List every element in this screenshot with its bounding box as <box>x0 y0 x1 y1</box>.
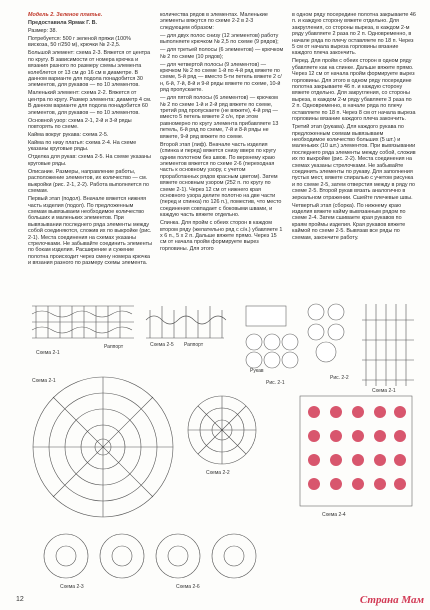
figure-2-2-label: Рис. 2-2 <box>330 375 349 381</box>
sleeve-border-paragraph: Кайма вокруг рукава: схема 2-5. <box>28 132 109 139</box>
text-paragraph: — для третьей полосы (6 элементов) — крючком № 2 по схеме (10 рядов); <box>160 47 284 60</box>
scheme-2-1-right-label: Схема 2-1 <box>372 388 396 394</box>
sleeve-trim-paragraph: Отделка для рукав: схема 2-5. На схеме указаны круговые ряды. <box>28 154 151 167</box>
sleeve-label: Рукав <box>250 368 264 374</box>
stage1-paragraph: Первый этап (подол). Вначале вяжется нижняя часть изделия (подол). По предложенным схемам вывязываем необходимое количество больших и маленьких элементов. При вывязывании последнего ряда элементы между собой соединяются, сложив их по выкройке (рис. 2-1). Места соединения на схемах указаны стрелочками. Не забывайте соединить элементы по бокам изделия. Расширение и сужение полотна происходит через смену номера крючка и вязания разного по размеру схемы элемента. <box>28 196 152 267</box>
description-paragraph: Описание. Размеры, направление работы, расположение элементов, их количество — см. выкройки (рис. 2-1, 2-2). Работа выполняется по схемам. <box>28 168 149 195</box>
text-paragraph: количества рядов в элементах. Маленькие элементы вяжутся по схеме 2-2 в 2-3 следующем образом: <box>160 12 268 31</box>
scheme-2-2-label: Схема 2-2 <box>206 470 230 476</box>
text-columns <box>28 12 416 340</box>
figure-2-1-label: Рис. 2-1 <box>266 380 285 386</box>
figure-2-2-sleeve-layout <box>300 300 360 370</box>
author-line: Предоставила Ярмак Г. В. <box>28 20 97 26</box>
text-column-2 <box>160 12 284 340</box>
scheme-2-1-right-diagram <box>360 300 420 390</box>
scheme-2-2-small-motif <box>184 392 260 468</box>
page-number: 12 <box>16 596 24 603</box>
large-element-paragraph: Большой элемент: схема 2-3. Вяжется от центра по кругу. В зависимости от номера крючка и вязания разного по размеру схемы элемента колеблется от 13 см до 16 см в диаметре. В данном варианте для подола понадобится 30 элементов, для рукавов — по 10 элементов. <box>28 50 151 89</box>
scheme-2-4-diagram <box>296 392 416 510</box>
scheme-2-3-label: Схема 2-3 <box>60 584 84 590</box>
size-paragraph: Размер: 38. <box>28 28 58 34</box>
scheme-2-6-diagram <box>36 528 266 584</box>
scheme-2-6-label: Схема 2-6 <box>176 584 200 590</box>
materials-paragraph: Потребуется: 500 г зеленой пряжи (100% вискоза, 50 г/250 м), крючки № 2-2,5. <box>28 36 131 49</box>
front-paragraph: Перед. Для пройм с обеих сторон в одном ряду убавляете как на спинке. Дальше вяжете прямо. Через 12 см от начала пройм формируете вырез горловины. Для этого в одном ряду посередине полотна закрываете 46 п. и каждую сторону вяжете отдельно. Для закругления, со стороны выреза, в каждом 2-м ряду убавляете 3 раза по 2 п. Одновременно, в начале ряда по плечу оставляете по 18 п. Через 8 см от начала выреза горловины вязание каждого плеча закончить. <box>292 58 416 123</box>
model-title: Модель 2. Зеленое платье. <box>28 12 103 18</box>
stage3-paragraph: Третий этап (рукава). Для каждого рукава по предложенным схемам вывязываем необходимое количество больших (5 шт.) и маленьких (10 шт.) элементов. При вывязывании последнего ряда элементы между собой, сложив их по выкройке (рис. 2-2). Места соединения на схемах указаны стрелочками. Не забывайте соединить элементы по рукаву. Для заполнения пустых мест, вяжете спиралью с учетом рисунка и по схеме 2-5, затем отверстия между в ряду по схеме 2-5. Второй рукав вязать аналогично в зеркальном отражении. Сшейте плечевые швы. <box>292 124 416 201</box>
text-paragraph: — для пятой полосы (6 элементов) — крючком № 2 по схеме 1-й и 2-й ряд вяжете по схеме, третий ряд пропускаете (не вяжете), 4-й ряд — вместо 5 петель вяжете 2 с/н, при этом равномерно по кругу элемента прибавляете 13 петель, 6-й ряд по схеме, 7-й и 8-й ряды не вяжете, 9-й ряд вяжете по схеме. <box>160 95 279 140</box>
scheme-2-4-label: Схема 2-4 <box>322 512 346 518</box>
text-paragraph: — для четвертой полосы (9 элементов) — крючком № 2 по схеме 1-й по 4-й ряд вяжете по схеме, 5-й ряд — вместо 5-ти петель вяжете 2 с/н, 6-й, 7-й, 8-й и 9-й ряды вяжете по схеме, 10-й ряд пропускаете. <box>160 61 282 94</box>
scheme-2-1-diagram <box>28 298 138 350</box>
main-pattern-paragraph: Основной узор: схема 2-1, 2-й и 3-й ряды повторять по схеме. <box>28 117 132 131</box>
back-paragraph: Спинка. Для пройм с обеих сторон в каждом втором ряду (желательно ряд с с/н.) убавляете 1 х 6 п., 5 х 2 п. Дальше вяжете прямо. Через 15 см от начала пройм формируете вырез горловины. Для этого <box>160 220 283 252</box>
site-watermark: Страна Мам <box>359 594 424 606</box>
rapport-label-2: Раппорт <box>184 342 204 348</box>
scheme-2-3-round-motif <box>28 372 178 522</box>
text-column-3 <box>292 12 416 340</box>
small-element-paragraph: Маленький элемент: схема 2-2. Вяжется от центра по кругу. Размер элемента: диаметр 4 см. В данном варианте для подола понадобится 60 элементов, для рукавов — по 10 элементов. <box>28 90 152 116</box>
text-paragraph: — для двух полос снизу (12 элементов) работу выполняете крючком № 2,5 по схеме (9 рядов); <box>160 32 279 46</box>
text-paragraph: в одном ряду посередине полотна закрываете 46 п. и каждую сторону вяжете отдельно. Для закругления, со стороны выреза, в каждом 2-м ряду убавляете 2 раза по 2 п. Одновременно, в начале ряда по плечу оставляете по 18 п. Через 5 см от начала выреза горловины вязание каждого плеча закончить. <box>292 12 416 57</box>
rapport-label: Раппорт <box>104 344 124 350</box>
scheme-2-5-diagram <box>142 298 228 344</box>
scheme-2-5-label: Схема 2-5 <box>150 342 174 348</box>
text-column-1 <box>28 12 152 340</box>
stage2-paragraph: Второй этап (лиф). Вначале часть изделия (спинка и перед) вяжется снизу вверх по кругу одним полотном без швов. По верхнему краю элементов вяжется по схеме 2-6 (переходная часть к основному узору, с учетом проработанных рядов красным цветом). Затем вяжете основным узором (252 п. по кругу по схеме 2-1). Через 12 см от нижнего края основного узора делите полотно на две части (перед и спинка) по 126 п.), поместив, что место соединения совпадает с боковыми швами, и каждую часть вяжете отдельно. <box>160 141 282 219</box>
scheme-2-1-left-label: Схема 2-1 <box>32 378 56 384</box>
stage4-paragraph: Четвертый этап (сборка). По нижнему краю изделия вяжете кайму вывязанным рядом по схеме 2-4. Затем сшиваете края рукавов по краям проймы изделия. Края рукавов вяжете каймой по схеме 2-5. Вывязав все ряды по схемам, закончите работу. <box>292 202 406 241</box>
hem-border-paragraph: Кайма по низу платья: схема 2-4. На схеме указаны круговые ряды. <box>28 140 137 153</box>
scheme-2-1-label: Схема 2-1 <box>36 350 60 356</box>
